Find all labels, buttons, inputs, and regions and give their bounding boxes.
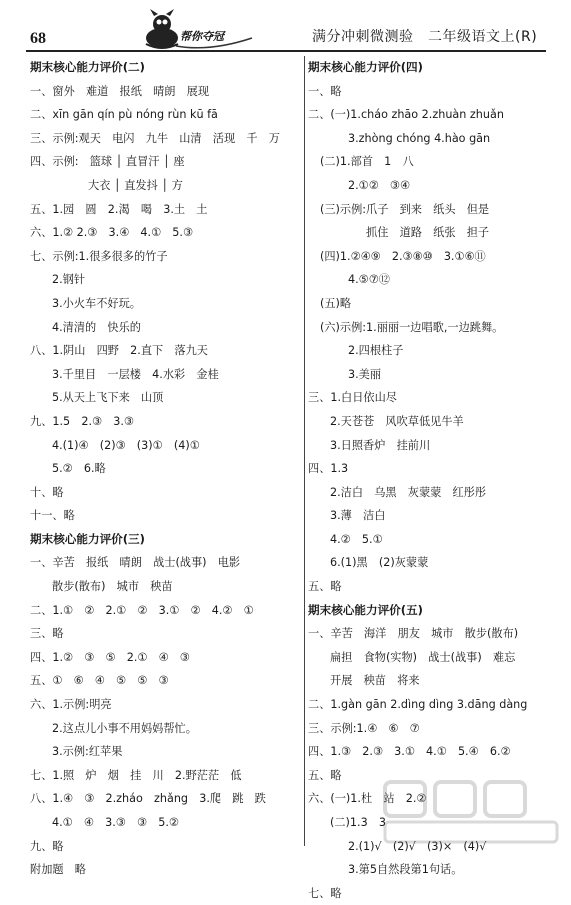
- right-answer-line: 三、1.白日依山尽: [308, 391, 397, 405]
- right-answer-line: 3.第5自然段第1句话。: [348, 863, 463, 877]
- left-answer-line: 十一、略: [30, 509, 75, 523]
- right-answer-line: (六)示例:1.丽丽一边唱歌,一边跳舞。: [320, 320, 504, 334]
- right-answer-line: 四、1.3: [308, 462, 349, 476]
- right-column: [308, 56, 560, 905]
- right-answer-line: (二)1.部首 1 八: [320, 155, 414, 169]
- right-answer-line: 三、示例:1.④ ⑥ ⑦: [308, 721, 420, 735]
- left-column: [30, 56, 298, 882]
- left-answer-line: 3.千里目 一层楼 4.水彩 金桂: [52, 367, 219, 381]
- left-answer-line: 2.钢针: [52, 273, 86, 287]
- left-answer-line: 4.① ④ 3.③ ③ 5.②: [52, 816, 179, 829]
- left-answer-line: 五、① ⑥ ④ ⑤ ⑤ ③: [30, 674, 169, 688]
- left-answer-line: 一、辛苦 报纸 晴朗 战士(战事) 电影: [30, 556, 241, 570]
- right-answer-line: 2.(1)√ (2)√ (3)× (4)√: [348, 839, 487, 853]
- book-title: 满分冲刺微测验 二年级语文上(R): [312, 29, 538, 45]
- left-answer-line: 八、1.阴山 四野 2.直下 落九天: [30, 344, 208, 358]
- right-answer-line: (二)1.3 3: [330, 816, 387, 829]
- right-section-title: 期末核心能力评价(四): [308, 60, 423, 74]
- right-answer-line: 一、辛苦 海洋 朋友 城市 散步(散布): [308, 627, 519, 641]
- left-answer-line: 3.示例:红苹果: [52, 745, 123, 759]
- left-answer-line: 附加题 略: [30, 863, 86, 877]
- right-answer-line: 扁担 食物(实物) 战士(战事) 难忘: [330, 650, 516, 664]
- left-answer-line: 大衣 │ 直发抖 │ 方: [88, 178, 183, 192]
- left-answer-line: 四、示例: 篮球 │ 直冒汗 │ 座: [30, 155, 185, 169]
- right-answer-line: 3.日照香炉 挂前川: [330, 438, 431, 452]
- right-answer-line: (五)略: [320, 296, 352, 310]
- right-answer-line: 2.洁白 乌黑 灰蒙蒙 红彤彤: [330, 485, 487, 499]
- right-answer-line: 一、略: [308, 84, 342, 98]
- left-answer-line: 4.(1)④ (2)③ (3)① (4)①: [52, 438, 200, 452]
- left-answer-line: 十、略: [30, 485, 64, 499]
- left-answer-line: 2.这点儿小事不用妈妈帮忙。: [52, 721, 197, 735]
- right-answer-line: 六、(一)1.杜 站 2.②: [308, 792, 427, 806]
- column-divider: [304, 56, 305, 846]
- right-section-title: 期末核心能力评价(五): [308, 602, 423, 617]
- left-section-title: 期末核心能力评价(二): [30, 60, 145, 74]
- left-answer-line: 三、略: [30, 627, 64, 641]
- right-answer-line: 二、1.gàn gān 2.dìng dìng 3.dāng dàng: [308, 698, 528, 712]
- logo-text: 帮你夺冠: [180, 30, 224, 43]
- right-answer-line: 3.薄 洁白: [330, 509, 386, 523]
- right-answer-line: 2.天苍苍 风吹草低见牛羊: [330, 414, 464, 428]
- right-answer-line: 五、略: [308, 580, 342, 594]
- right-answer-line: 二、(一)1.cháo zhāo 2.zhuàn zhuǎn: [308, 108, 504, 122]
- right-answer-line: 2.四根柱子: [348, 344, 404, 358]
- left-section-title: 期末核心能力评价(三): [30, 531, 145, 546]
- right-answer-line: 3.zhòng chóng 4.hào gān: [348, 131, 491, 145]
- left-answer-line: 八、1.④ ③ 2.zháo zhǎng 3.爬 跳 跌: [30, 792, 266, 806]
- left-answer-line: 九、略: [30, 839, 64, 853]
- right-answer-line: 五、略: [308, 768, 342, 782]
- right-answer-line: 4.⑤⑦⑫: [348, 273, 390, 287]
- right-answer-line: (四)1.②④⑨ 2.③⑧⑩ 3.①⑥⑪: [320, 249, 486, 263]
- right-answer-line: 开展 秧苗 将来: [330, 674, 420, 688]
- left-answer-line: 五、1.园 圆 2.渴 喝 3.土 土: [30, 202, 208, 216]
- left-answer-line: 四、1.② ③ ⑤ 2.① ④ ③: [30, 650, 190, 664]
- right-answer-line: 七、略: [308, 886, 342, 900]
- page-number: 68: [30, 30, 46, 47]
- left-answer-line: 二、1.① ② 2.① ② 3.① ② 4.② ①: [30, 603, 254, 617]
- left-answer-line: 5.从天上飞下来 山顶: [52, 391, 164, 405]
- left-answer-line: 4.清清的 快乐的: [52, 320, 141, 334]
- right-answer-line: 抓住 道路 纸张 担子: [366, 226, 490, 240]
- left-answer-line: 二、xīn gān qín pù nóng rùn kū fā: [30, 108, 218, 122]
- left-answer-line: 散步(散布) 城市 秧苗: [52, 580, 173, 594]
- left-answer-line: 5.② 6.略: [52, 462, 106, 476]
- left-answer-line: 九、1.5 2.③ 3.③: [30, 414, 134, 428]
- right-answer-line: 6.(1)黑 (2)灰蒙蒙: [330, 556, 429, 570]
- left-answer-line: 六、1.② 2.③ 3.④ 4.① 5.③: [30, 226, 194, 240]
- page-header: [0, 0, 571, 58]
- header-rule: [26, 50, 546, 52]
- right-answer-line: 3.美丽: [348, 367, 382, 381]
- left-answer-line: 七、示例:1.很多很多的竹子: [30, 249, 168, 263]
- left-answer-line: 六、1.示例:明亮: [30, 698, 112, 712]
- left-answer-line: 三、示例:观天 电闪 九牛 山清 活现 千 万: [30, 131, 280, 145]
- right-answer-line: 四、1.③ 2.③ 3.① 4.① 5.④ 6.②: [308, 745, 511, 759]
- right-answer-line: 4.② 5.①: [330, 532, 383, 546]
- right-answer-line: (三)示例:爪子 到来 纸头 但是: [320, 202, 490, 216]
- right-answer-line: 2.①② ③④: [348, 178, 410, 192]
- left-answer-line: 3.小火车不好玩。: [52, 296, 141, 310]
- left-answer-line: 七、1.照 炉 烟 挂 川 2.野茫茫 低: [30, 768, 242, 782]
- left-answer-line: 一、窗外 难道 报纸 晴朗 展现: [30, 84, 210, 98]
